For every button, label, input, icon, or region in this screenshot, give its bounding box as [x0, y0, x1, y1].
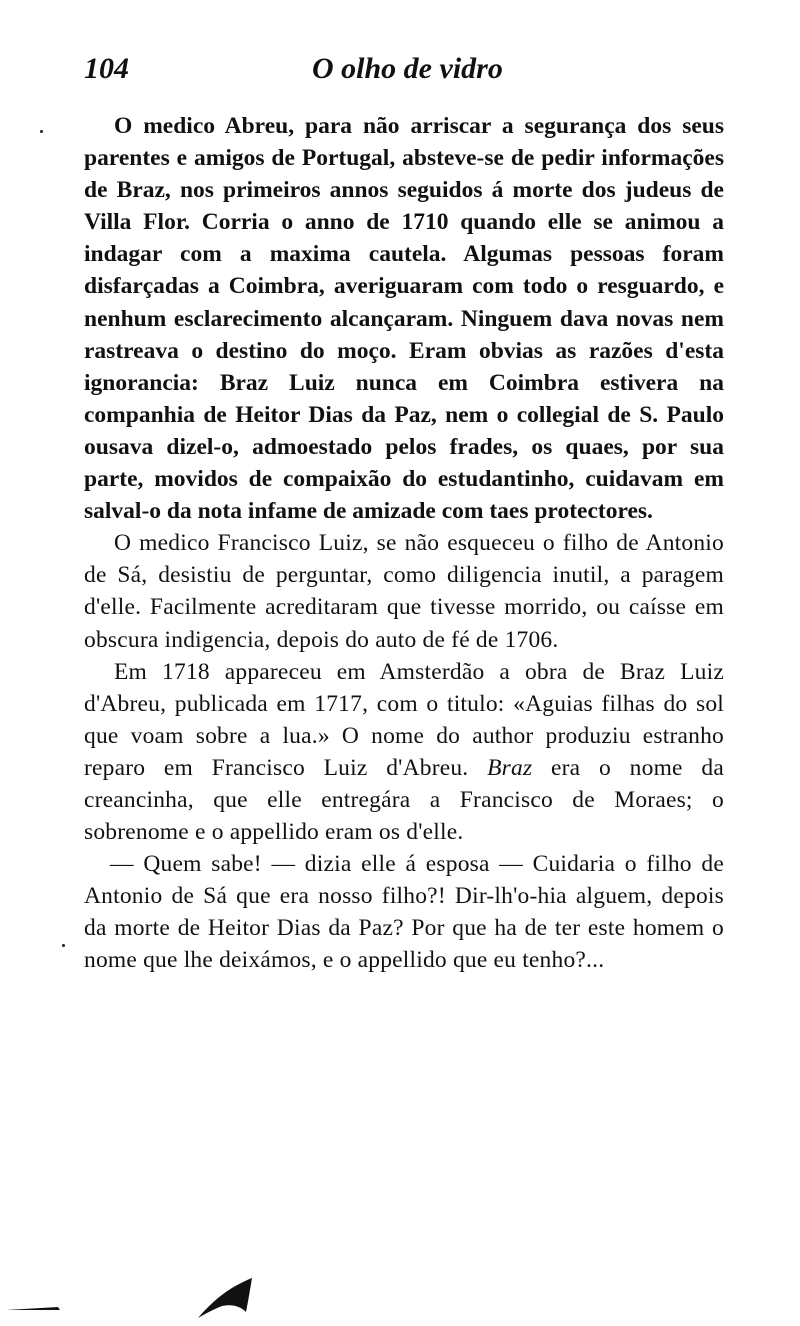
margin-speck: [62, 944, 65, 947]
margin-speck: [40, 130, 43, 133]
page-number: 104: [84, 52, 129, 85]
signature-flourish: [198, 1278, 252, 1318]
running-title: O olho de vidro: [312, 52, 503, 85]
paragraph-1: O medico Abreu, para não arriscar a segurança dos seus parentes e amigos de Portugal, absteve-se de pedir informações de Braz, nos primeiros annos seguidos á morte dos judeus de Villa Flor. Corria o anno de 1710 quando elle se animou a indagar com a maxima cautela. Algumas pessoas foram disfarçadas a Coimbra, averiguaram com todo o resguardo, e nenhum esclarecimento alcançaram. Ninguem dava novas nem rastreava o destino do moço. Eram obvias as razões d'esta ignorancia: Braz Luiz nunca em Coimbra estivera na companhia de Heitor Dias da Paz, nem o collegial de S. Paulo ousava dizel-o, admoestado pelos frades, os quaes, por sua parte, movidos de compaixão do estudantinho, cuidavam em salval-o da nota infame de amizade com taes protectores.: [84, 113, 724, 525]
body-text: [84, 110, 724, 977]
paragraph-4: — Quem sabe! — dizia elle á esposa — Cuidaria o filho de Antonio de Sá que era nosso filho?! Dir-lh'o-hia alguem, depois da morte de Heitor Dias da Paz? Por que ha de ter este homem o nome que lhe deixámos, e o appellido que eu tenho?...: [84, 851, 724, 974]
signature-mark: [0, 1270, 800, 1320]
paragraph-3: [84, 656, 724, 849]
signature-dash: [6, 1307, 60, 1310]
paragraph-3-emphasis: Braz: [487, 754, 533, 781]
paragraph-3-text-before: Em 1718 appareceu em Amsterdão a obra de Braz Luiz d'Abreu, publicada em 1717, com o titulo: «Aguias filhas do sol que voam sobre a lua.» O nome do author produziu estranho reparo em Francisco Luiz d'Abreu.: [84, 658, 724, 781]
paragraph-2: O medico Francisco Luiz, se não esqueceu o filho de Antonio de Sá, desistiu de perguntar, como diligencia inutil, a paragem d'elle. Facilmente acreditaram que tivesse morrido, ou caísse em obscura indigencia, depois do auto de fé de 1706.: [84, 530, 724, 653]
paragraph-3-text-after: era o nome da creancinha, que elle entregára a Francisco de Moraes; o sobrenome e o appellido eram os d'elle.: [84, 754, 724, 846]
page-header: [84, 52, 724, 92]
